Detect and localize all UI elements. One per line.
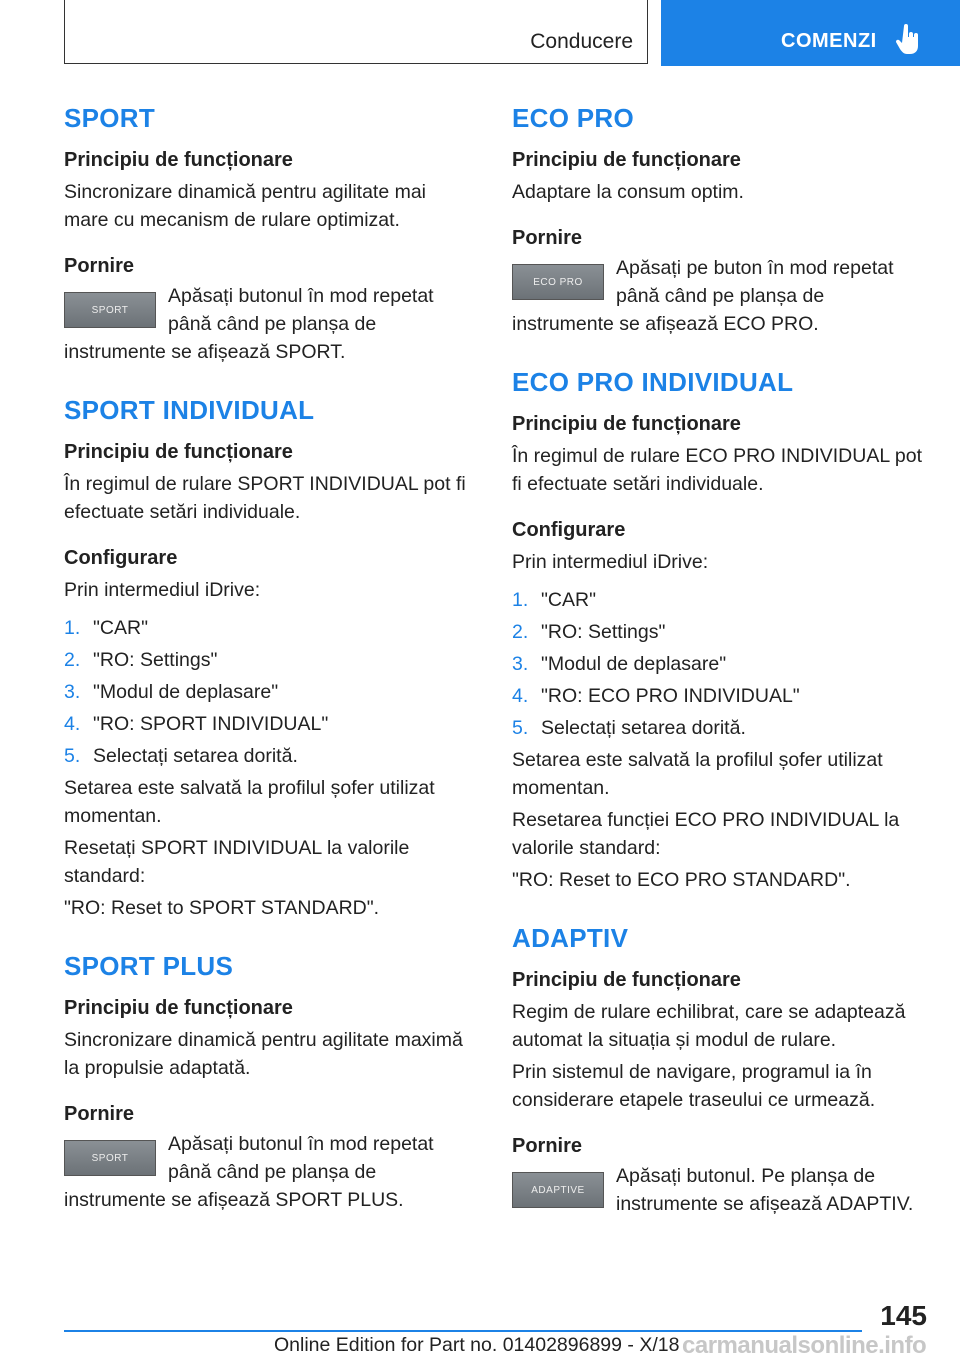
subheading-pornire: Pornire	[64, 255, 135, 277]
pointing-hand-icon	[895, 24, 921, 56]
left-column	[64, 100, 474, 1214]
heading-eco-pro: ECO PRO	[512, 103, 635, 133]
subheading-pornire: Pornire	[512, 227, 583, 249]
principle-text: Prin sistemul de navigare, programul ia în considerare etapele traseului ce urmează.	[512, 1061, 876, 1111]
note-text: Resetarea funcției ECO PRO INDIVIDUAL la valorile standard:	[512, 809, 900, 859]
heading-eco-pro-individual: ECO PRO INDIVIDUAL	[512, 367, 794, 397]
config-intro: Prin intermediul iDrive:	[512, 551, 709, 573]
principle-text: În regimul de rulare SPORT INDIVIDUAL pot fi efectuate setări individuale.	[64, 473, 466, 523]
sport-button-image: SPORT	[64, 292, 156, 328]
subheading-principle: Principiu de funcționare	[512, 149, 741, 171]
list-item: 2. "RO: Settings"	[64, 649, 218, 671]
heading-adaptiv: ADAPTIV	[512, 923, 629, 953]
footer-edition: Online Edition for Part no. 01402896899 - X/18	[274, 1334, 680, 1356]
subheading-configurare: Configurare	[512, 519, 626, 541]
list-item: 2. "RO: Settings"	[512, 621, 666, 643]
principle-text: În regimul de rulare ECO PRO INDIVIDUAL pot fi efectuate setări individuale.	[512, 445, 923, 495]
pornire-text: Apăsați pe buton în mod repetat până când pe planșa de instrumente se afișează ECO PRO.	[512, 257, 894, 335]
heading-sport-individual: SPORT INDIVIDUAL	[64, 395, 315, 425]
config-intro: Prin intermediul iDrive:	[64, 579, 261, 601]
sport-button-image: SPORT	[64, 1140, 156, 1176]
list-item: 3. "Modul de deplasare"	[512, 653, 727, 675]
right-column	[512, 100, 922, 1218]
list-item: 5. Selectați setarea dorită.	[512, 717, 746, 739]
principle-text: Sincronizare dinamică pentru agilitate maximă la propulsie adaptată.	[64, 1029, 463, 1079]
subheading-principle: Principiu de funcționare	[512, 413, 741, 435]
note-text: "RO: Reset to ECO PRO STANDARD".	[512, 869, 851, 891]
list-item: 4. "RO: SPORT INDIVIDUAL"	[64, 713, 329, 735]
list-item: 1. "CAR"	[512, 589, 597, 611]
heading-sport: SPORT	[64, 103, 156, 133]
heading-sport-plus: SPORT PLUS	[64, 951, 234, 981]
note-text: Resetați SPORT INDIVIDUAL la valorile standard:	[64, 837, 410, 887]
list-item: 1. "CAR"	[64, 617, 149, 639]
subheading-pornire: Pornire	[64, 1103, 135, 1125]
steps-list	[512, 586, 922, 742]
subheading-principle: Principiu de funcționare	[64, 997, 293, 1019]
list-item: 3. "Modul de deplasare"	[64, 681, 279, 703]
active-tab-label: COMENZI	[781, 30, 877, 52]
pornire-text: Apăsați butonul în mod repetat până când pe planșa de instrumente se afișează SPORT.	[64, 285, 434, 363]
list-item: 4. "RO: ECO PRO INDIVIDUAL"	[512, 685, 800, 707]
note-text: "RO: Reset to SPORT STANDARD".	[64, 897, 380, 919]
page-number: 145	[880, 1300, 927, 1331]
subheading-configurare: Configurare	[64, 547, 178, 569]
pornire-text: Apăsați butonul. Pe planșa de instrumente se afișează ADAPTIV.	[616, 1165, 914, 1215]
steps-list	[64, 614, 474, 770]
pornire-text: Apăsați butonul în mod repetat până când pe planșa de instrumente se afișează SPORT PLUS.	[64, 1133, 434, 1211]
eco-pro-button-image: ECO PRO	[512, 264, 604, 300]
section-tab-conducere	[64, 0, 648, 64]
subheading-principle: Principiu de funcționare	[64, 441, 293, 463]
list-item: 5. Selectați setarea dorită.	[64, 745, 298, 767]
principle-text: Regim de rulare echilibrat, care se adaptează automat la situația și modul de rulare.	[512, 1001, 906, 1051]
section-tab-comenzi	[661, 0, 960, 66]
page-header	[0, 0, 960, 66]
subheading-principle: Principiu de funcționare	[512, 969, 741, 991]
principle-text: Adaptare la consum optim.	[512, 181, 744, 203]
note-text: Setarea este salvată la profilul șofer utilizat momentan.	[64, 777, 435, 827]
adaptive-button-image: ADAPTIVE	[512, 1172, 604, 1208]
note-text: Setarea este salvată la profilul șofer utilizat momentan.	[512, 749, 883, 799]
principle-text: Sincronizare dinamică pentru agilitate mai mare cu mecanism de rulare optimizat.	[64, 181, 427, 231]
subheading-pornire: Pornire	[512, 1135, 583, 1157]
subheading-principle: Principiu de funcționare	[64, 149, 293, 171]
section-tab-label: Conducere	[530, 30, 633, 53]
watermark-logo: carmanualsonline.info	[682, 1332, 927, 1359]
